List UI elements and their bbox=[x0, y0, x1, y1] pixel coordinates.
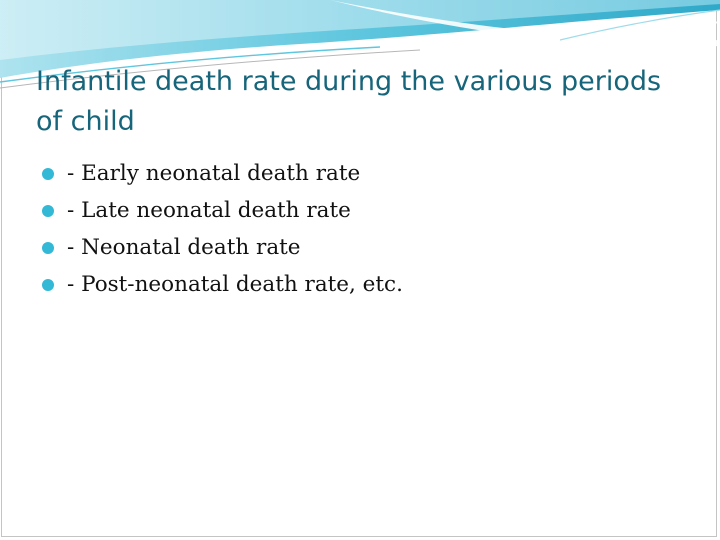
bullet-text: - Early neonatal death rate bbox=[67, 161, 361, 186]
bullet-dot-icon bbox=[42, 242, 54, 254]
bullet-dot-icon bbox=[42, 168, 54, 180]
list-item bbox=[42, 266, 682, 303]
bullet-list bbox=[42, 155, 682, 303]
list-item bbox=[42, 229, 682, 266]
bullet-dot-icon bbox=[42, 205, 54, 217]
slide-title: Infantile death rate during the various periods of child bbox=[36, 66, 662, 137]
list-item bbox=[42, 155, 682, 192]
bullet-dot-icon bbox=[42, 279, 54, 291]
bullet-text: - Post-neonatal death rate, etc. bbox=[67, 272, 403, 297]
bullet-text: - Neonatal death rate bbox=[67, 235, 301, 260]
bullet-text: - Late neonatal death rate bbox=[67, 198, 351, 223]
list-item bbox=[42, 192, 682, 229]
